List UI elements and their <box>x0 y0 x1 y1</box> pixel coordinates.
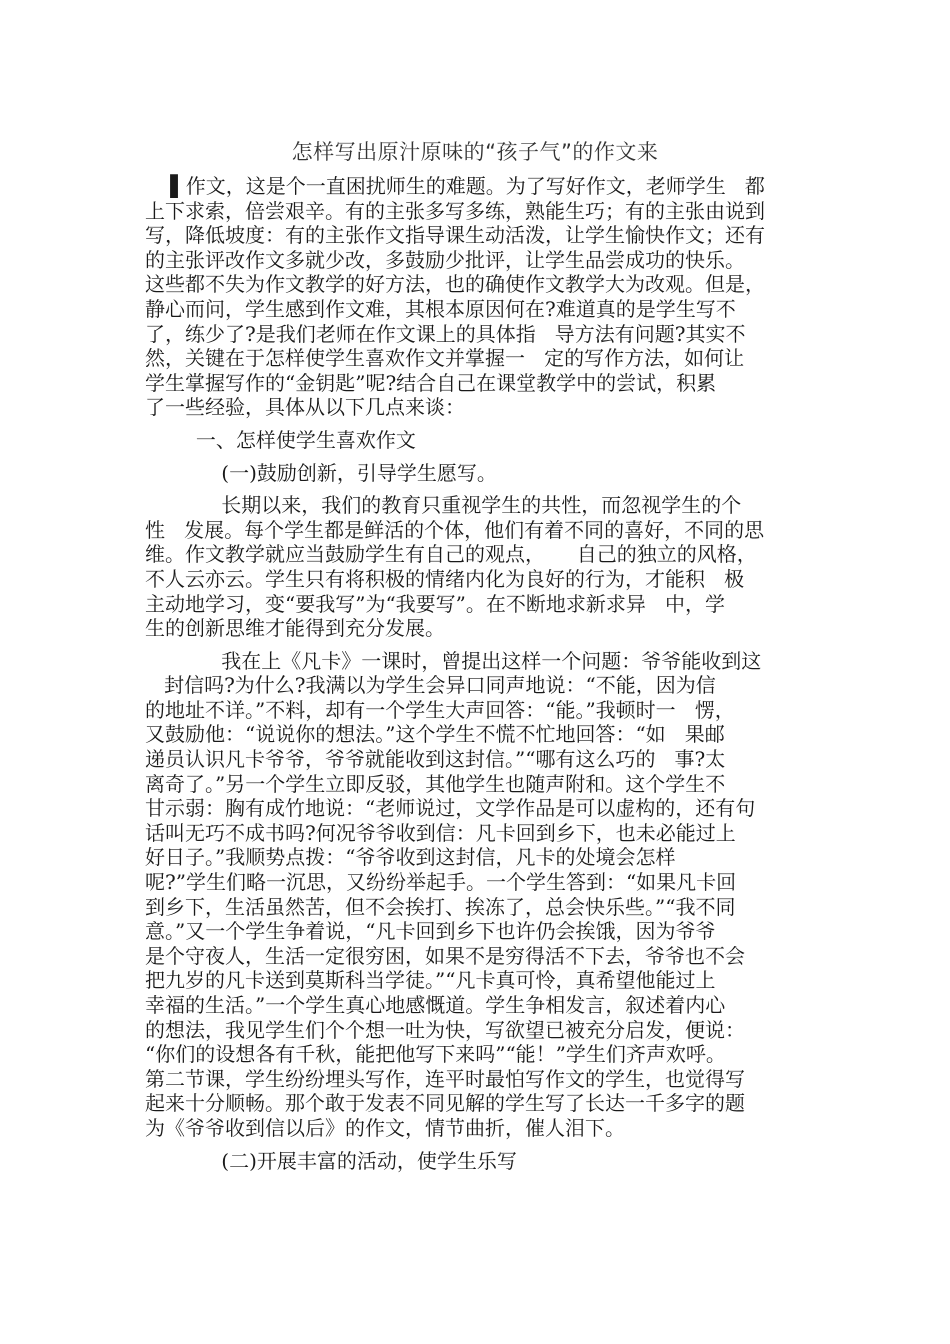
text-line: 幸福的生活。”一个学生真心地感慨道。学生争相发言，叙述着内心 <box>145 993 726 1017</box>
text-line: 的地址不详。”不料，却有一个学生大声回答：“能。”我顿时一 愣， <box>145 697 735 722</box>
text-line: 封信吗?为什么?我满以为学生会异口同声地说：“不能，因为信 <box>145 673 716 698</box>
paragraph-spacer <box>145 641 815 649</box>
text-line: 为《爷爷收到信以后》的作文，情节曲折，催人泪下。 <box>145 1115 625 1140</box>
text-line: 的想法，我见学生们个个想一吐为快，写欲望已被充分启发，便说： <box>145 1017 745 1042</box>
text-line: 把九岁的凡卡送到莫斯科当学徒。”“凡卡真可怜，真希望他能过上 <box>145 968 716 993</box>
text-line: 学生掌握写作的“金钥匙”呢?结合自己在课堂教学中的尝试，积累 <box>145 370 717 395</box>
text-line: 了一些经验，具体从以下几点来谈： <box>145 395 465 420</box>
text-line: 又鼓励他：“说说你的想法。”这个学生不慌不忙地回答：“如 果邮 <box>145 722 725 747</box>
text-line: 的主张评改作文多就少改，多鼓励少批评，让学生品尝成功的快乐。 <box>145 247 745 272</box>
paragraph-spacer <box>145 420 815 428</box>
text-line: 递员认识凡卡爷爷，爷爷就能收到这封信。”“哪有这么巧的 事?太 <box>145 747 726 772</box>
text-line: 一、怎样使学生喜欢作文 <box>145 427 416 452</box>
text-line: 然，关键在于怎样使学生喜欢作文并掌握一 定的写作方法，如何让 <box>145 346 745 371</box>
text-line: (一)鼓励创新，引导学生愿写。 <box>145 460 497 485</box>
text-line: 不人云亦云。学生只有将积极的情绪内化为良好的行为，才能积 极 <box>145 566 745 591</box>
text-line: 静心而问，学生感到作文难，其根本原因何在?难道真的是学生写不 <box>145 296 736 321</box>
text-line: 主动地学习，变“要我写”为“我要写”。在不断地求新求异 中，学 <box>145 591 725 616</box>
paragraph-spacer <box>145 1141 815 1149</box>
text-line: 甘示弱：胸有成竹地说：“老师说过，文学作品是可以虚构的，还有句 <box>145 796 756 821</box>
text-line: 离奇了。”另一个学生立即反驳，其他学生也随声附和。这个学生不 <box>145 771 726 796</box>
text-line: 这些都不失为作文教学的好方法，也的确使作文教学大为改观。但是， <box>145 272 765 297</box>
paragraph-spacer <box>145 485 815 493</box>
document-body <box>145 174 815 1173</box>
text-line: “你们的设想各有千秋，能把他写下来吗”“能！”学生们齐声欢呼。 <box>145 1042 726 1067</box>
text-line: 是个守夜人，生活一定很穷困，如果不是穷得活不下去，爷爷也不会 <box>145 943 745 968</box>
text-line: 好日子。”我顺势点拨：“爷爷收到这封信，凡卡的处境会怎样 <box>145 845 676 870</box>
text-line: 性 发展。每个学生都是鲜活的个体，他们有着不同的喜好，不同的思 <box>145 517 765 542</box>
text-line: 第二节课，学生纷纷埋头写作，连平时最怕写作文的学生，也觉得写 <box>145 1066 745 1091</box>
text-line: 呢?”学生们略一沉思，又纷纷举起手。一个学生答到：“如果凡卡回 <box>145 870 737 895</box>
text-line: 起来十分顺畅。那个敢于发表不同见解的学生写了长达一千多字的题 <box>145 1091 745 1116</box>
text-line: 上下求索，倍尝艰辛。有的主张多写多练，熟能生巧；有的主张由说到 <box>145 198 765 223</box>
text-line: 生的创新思维才能得到充分发展。 <box>145 616 445 641</box>
text-line: ▌作文，这是个一直困扰师生的难题。为了写好作文，老师学生 都 <box>145 174 765 198</box>
text-line: 了，练少了?是我们老师在作文课上的具体指 导方法有问题?其实不 <box>145 321 746 346</box>
text-line: 写，降低坡度：有的主张作文指导课生动活泼，让学生愉快作文；还有 <box>145 223 765 248</box>
text-line: (二)开展丰富的活动，使学生乐写 <box>145 1148 517 1173</box>
text-line: 维。作文教学就应当鼓励学生有自己的观点， 自己的独立的风格， <box>145 542 757 567</box>
document-title: 怎样写出原汁原味的“孩子气”的作文来 <box>291 140 659 164</box>
text-line: 到乡下，生活虽然苦，但不会挨打、挨冻了，总会快乐些。”“我不同 <box>145 894 736 919</box>
paragraph-spacer <box>145 453 815 461</box>
text-line: 话叫无巧不成书吗?何况爷爷收到信：凡卡回到乡下，也未必能过上 <box>145 820 736 845</box>
text-line: 我在上《凡卡》一课时，曾提出这样一个问题：爷爷能收到这 <box>145 648 762 673</box>
text-line: 长期以来，我们的教育只重视学生的共性，而忽视学生的个 <box>145 493 742 518</box>
text-line: 意。”又一个学生争着说，“凡卡回到乡下也许仍会挨饿，因为爷爷 <box>145 919 716 944</box>
